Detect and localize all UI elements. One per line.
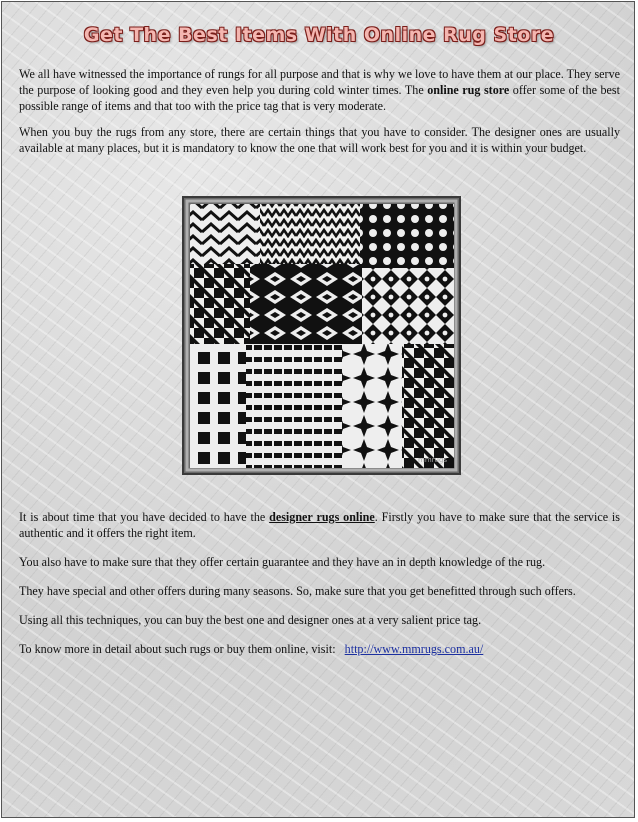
- paragraph-designer-rugs: [19, 509, 620, 541]
- online-rug-store-bold: online rug store: [427, 83, 510, 97]
- paragraph-designer-rugs-before: It is about time that you have decided to have the: [19, 510, 270, 524]
- rug-watermark: mmrugs: [418, 456, 448, 464]
- paragraph-guarantee: You also have to make sure that they offer certain guarantee and they have an in depth knowledge of the rug.: [19, 555, 546, 569]
- paragraph-visit: [19, 641, 620, 657]
- rug-image: [182, 196, 461, 475]
- document-page: [1, 1, 635, 818]
- paragraph-designer-rugs-after: . Firstly you have to make sure that the service is authentic and it offers the right item.: [19, 510, 621, 540]
- paragraph-intro: [19, 66, 620, 114]
- paragraph-offers: They have special and other offers during many seasons. So, make sure that you get benefitted through such offers.: [19, 584, 576, 598]
- visit-text: To know more in detail about such rugs or buy them online, visit:: [19, 642, 336, 656]
- paragraph-techniques: Using all this techniques, you can buy the best one and designer ones at a very salient price tag.: [19, 613, 482, 627]
- paragraph-buying-considerations: When you buy the rugs from any store, there are certain things that you have to consider. The designer ones are usually available at many places, but it is mandatory to know the one that will work best for you and it is within your budget.: [19, 125, 620, 155]
- rug-pattern-graphic: [184, 198, 459, 473]
- paragraph-intro-text-after: offer some of the best possible range of items and that too with the price tag that is very moderate.: [19, 83, 620, 113]
- paragraph-intro-text-before: We all have witnessed the importance of rungs for all purpose and that is why we love to have them at our place. They serve the purpose of looking good and they even help you during cold winter times. The: [19, 67, 620, 97]
- designer-rugs-online-link[interactable]: designer rugs online: [269, 510, 375, 524]
- website-url-link[interactable]: http://www.mmrugs.com.au/: [344, 642, 484, 656]
- page-title: Get The Best Items With Online Rug Store: [83, 24, 555, 46]
